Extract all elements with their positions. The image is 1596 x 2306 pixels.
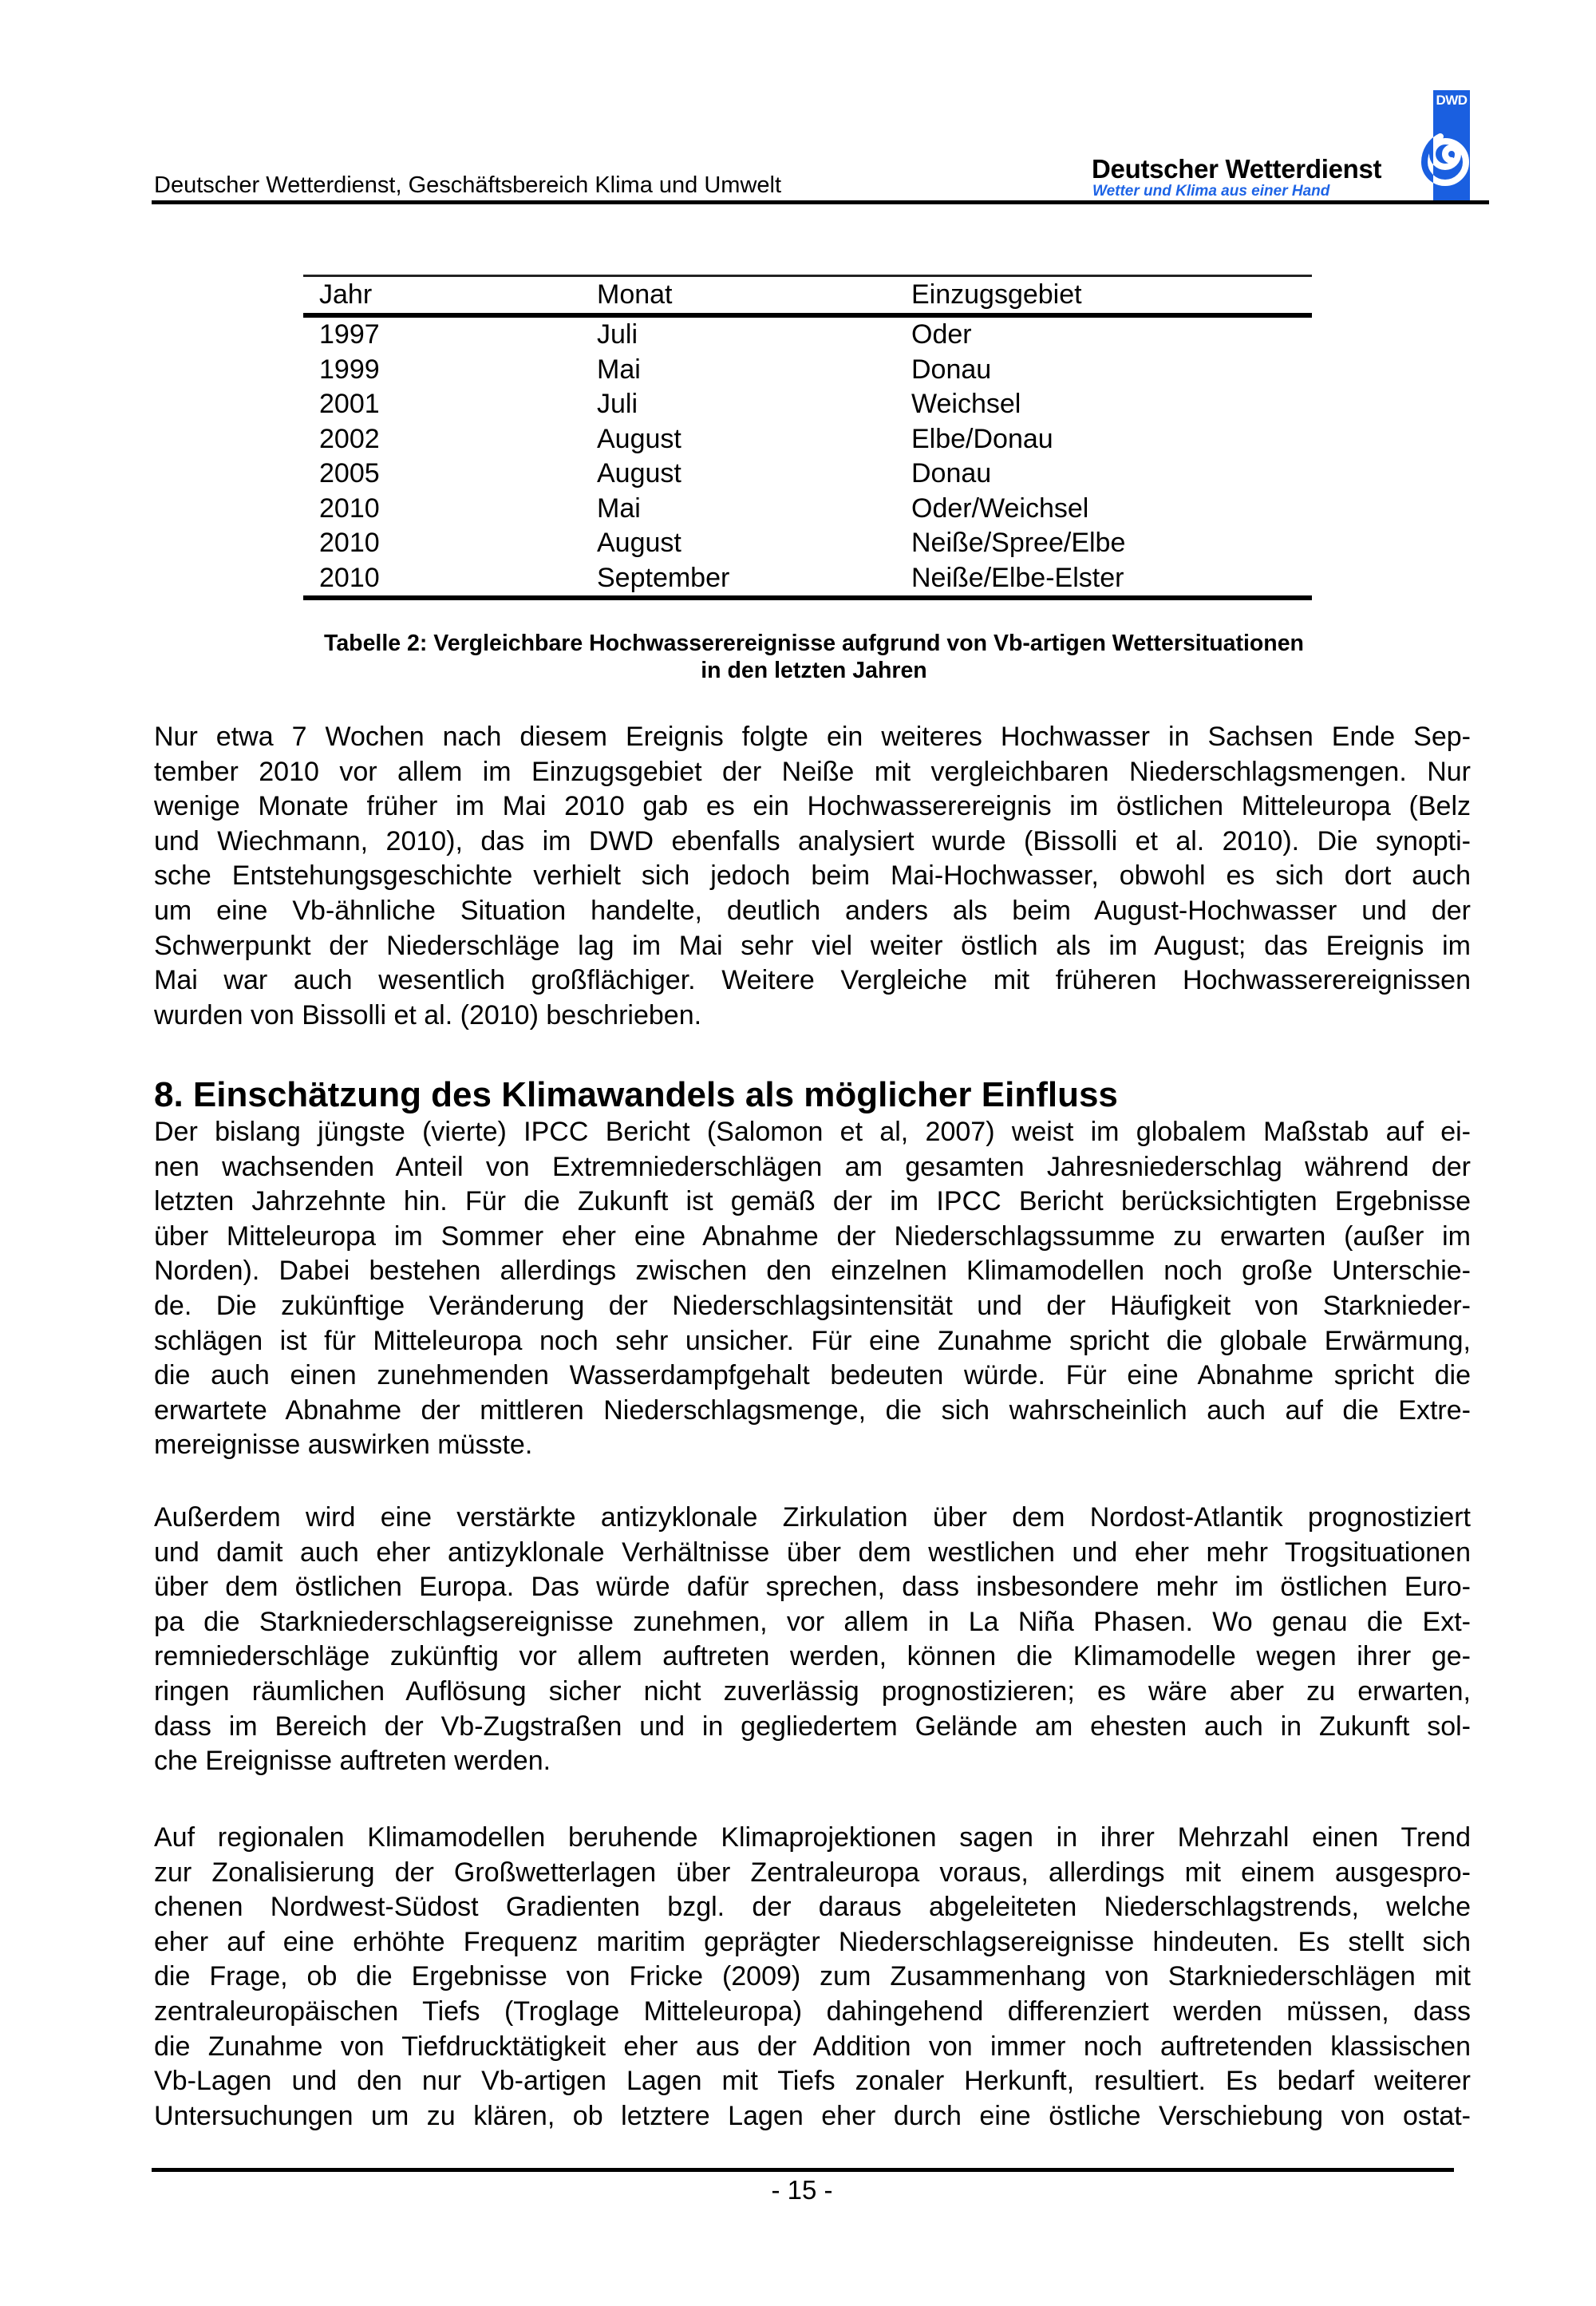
paragraph-ipcc [154, 1115, 1471, 1463]
cell-year: 1997 [319, 319, 380, 350]
running-header: Deutscher Wetterdienst, Geschäftsbereich Klima und Umwelt [154, 172, 782, 198]
cell-month: Mai [597, 354, 641, 385]
paragraph-line: um eine Vb-ähnliche Situation handelte, deutlich anders als beim August-Hochwasser und der [154, 895, 1471, 926]
table-row [303, 561, 1312, 596]
table-row [303, 353, 1312, 388]
cell-year: 2005 [319, 458, 380, 488]
cell-year: 2002 [319, 423, 380, 454]
paragraph-line: ringen räumlichen Auflösung sicher nicht zuverlässig prognostizieren; es wäre aber zu erwarten, [154, 1675, 1471, 1707]
table-bottom-rule [303, 595, 1312, 600]
cell-catchment: Weichsel [911, 389, 1021, 419]
table-caption-line: in den letzten Jahren [701, 658, 927, 683]
paragraph-line: tember 2010 vor allem im Einzugsgebiet der Neiße mit vergleichbaren Niederschlagsmengen. Nur [154, 756, 1471, 787]
cell-month: August [597, 458, 681, 488]
paragraph-line: sche Entstehungsgeschichte verhielt sich jedoch beim Mai-Hochwasser, obwohl es sich dort auch [154, 860, 1471, 892]
column-header-month: Monat [597, 279, 673, 310]
cell-month: August [597, 423, 681, 454]
table-row [303, 526, 1312, 561]
header-rule [152, 200, 1489, 204]
table-caption [160, 630, 1468, 684]
table-caption-line: Tabelle 2: Vergleichbare Hochwasserereignisse aufgrund von Vb-artigen Wettersituationen [324, 631, 1304, 656]
paragraph-line: wurden von Bissolli et al. (2010) beschrieben. [154, 999, 702, 1030]
table-row [303, 387, 1312, 422]
paragraph-line: chenen Nordwest-Südost Gradienten bzgl. der daraus abgeleiteten Niederschlagstrends, welche [154, 1892, 1471, 1923]
paragraph-line: wenige Monate früher im Mai 2010 gab es ein Hochwasserereignis im östlichen Mitteleuropa (Belz [154, 791, 1471, 822]
section-heading: 8. Einschätzung des Klimawandels als möglicher Einfluss [154, 1075, 1118, 1114]
cell-month: Juli [597, 389, 638, 419]
paragraph-line: nen wachsenden Anteil von Extremniederschlägen am gesamten Jahresniederschlag während der [154, 1151, 1471, 1182]
paragraph-line: mereignisse auswirken müsste. [154, 1430, 533, 1461]
paragraph-line: eher auf eine erhöhte Frequenz maritim geprägter Niederschlagsereignisse hindeuten. Es stellt sich [154, 1926, 1471, 1957]
table-row [303, 492, 1312, 527]
paragraph-line: Außerdem wird eine verstärkte antizyklonale Zirkulation über dem Nordost-Atlantik prognostiziert [154, 1502, 1471, 1533]
brand-name: Deutscher Wetterdienst [1092, 154, 1382, 184]
column-header-catchment: Einzugsgebiet [911, 279, 1082, 310]
paragraph-line: dass im Bereich der Vb-Zugstraßen und in gegliedertem Gelände am ehesten auch in Zukunft sol- [154, 1711, 1471, 1742]
paragraph-line: de. Die zukünftige Veränderung der Niederschlagsintensität und der Häufigkeit von Starknieder- [154, 1290, 1471, 1321]
paragraph-line: schlägen ist für Mitteleuropa noch sehr unsicher. Für eine Zunahme spricht die globale Erwärmung, [154, 1325, 1471, 1356]
paragraph-circulation [154, 1501, 1471, 1779]
paragraph-line: pa die Starkniederschlagsereignisse zunehmen, vor allem in La Niña Phasen. Wo genau die Ext- [154, 1606, 1471, 1637]
cell-month: September [597, 562, 730, 593]
paragraph-line: zentraleuropäischen Tiefs (Troglage Mitteleuropa) dahingehend differenziert werden müssen, dass [154, 1996, 1471, 2027]
cell-catchment: Neiße/Elbe-Elster [911, 562, 1124, 593]
cell-year: 2010 [319, 528, 380, 558]
paragraph-regional-models [154, 1821, 1471, 2134]
paragraph-line: che Ereignisse auftreten werden. [154, 1746, 551, 1777]
cell-year: 2010 [319, 492, 380, 524]
cell-year: 2010 [319, 562, 380, 593]
cell-month: Mai [597, 492, 641, 524]
paragraph-flood-comparison [154, 720, 1471, 1033]
paragraph-line: und Wiechmann, 2010), das im DWD ebenfalls analysiert wurde (Bissolli et al. 2010). Die synopti- [154, 825, 1471, 856]
dwd-logo [1406, 90, 1494, 202]
paragraph-line: Mai war auch wesentlich großflächiger. Weitere Vergleiche mit früheren Hochwasserereignissen [154, 965, 1471, 996]
page-number: - 15 - [771, 2175, 833, 2205]
paragraph-line: zur Zonalisierung der Großwetterlagen über Zentraleuropa voraus, allerdings mit einem ausgespro- [154, 1857, 1471, 1888]
paragraph-line: Nur etwa 7 Wochen nach diesem Ereignis folgte ein weiteres Hochwasser in Sachsen Ende Sep- [154, 722, 1471, 752]
paragraph-line: Vb-Lagen und den nur Vb-artigen Lagen mit Tiefs zonaler Herkunft, resultiert. Es bedarf weiterer [154, 2066, 1471, 2097]
paragraph-line: Norden). Dabei bestehen allerdings zwischen den einzelnen Klimamodellen noch große Unterschie- [154, 1256, 1471, 1287]
brand-slogan: Wetter und Klima aus einer Hand [1092, 183, 1330, 200]
paragraph-line: Der bislang jüngste (vierte) IPCC Bericht (Salomon et al, 2007) weist im globalem Maßstab auf ei- [154, 1117, 1471, 1147]
paragraph-line: die Frage, ob die Ergebnisse von Fricke (2009) zum Zusammenhang von Starkniederschlägen mit [154, 1961, 1471, 1992]
table-body [303, 318, 1312, 595]
logo-text: DWD [1436, 93, 1468, 108]
cell-year: 2001 [319, 389, 380, 419]
paragraph-line: die auch einen zunehmenden Wasserdampfgehalt bedeuten würde. Für eine Abnahme spricht die [154, 1360, 1471, 1391]
cell-catchment: Neiße/Spree/Elbe [911, 528, 1126, 558]
table-row [303, 422, 1312, 457]
table-row [303, 318, 1312, 353]
cell-catchment: Oder [911, 319, 972, 350]
paragraph-line: remniederschläge zukünftig vor allem auftreten werden, können die Klimamodelle wegen ihrer ge- [154, 1641, 1471, 1672]
cell-catchment: Donau [911, 458, 992, 488]
table-header-row [303, 277, 1312, 313]
cell-year: 1999 [319, 354, 380, 385]
paragraph-line: Schwerpunkt der Niederschläge lag im Mai sehr viel weiter östlich als im August; das Ereignis im [154, 930, 1471, 961]
paragraph-line: die Zunahme von Tiefdrucktätigkeit eher aus der Addition von immer noch auftretenden klassischen [154, 2031, 1471, 2062]
paragraph-line: erwartete Abnahme der mittleren Niederschlagsmenge, die sich wahrscheinlich auch auf die Extre- [154, 1394, 1471, 1426]
table-row [303, 457, 1312, 492]
paragraph-line: letzten Jahrzehnte hin. Für die Zukunft ist gemäß der im IPCC Bericht berücksichtigten Ergebnisse [154, 1186, 1471, 1217]
cell-month: Juli [597, 319, 638, 350]
cell-catchment: Donau [911, 354, 992, 385]
flood-events-table [303, 275, 1312, 600]
cell-catchment: Elbe/Donau [911, 423, 1053, 454]
paragraph-line: Untersuchungen um zu klären, ob letztere Lagen eher durch eine östliche Verschiebung von ostat- [154, 2100, 1471, 2131]
paragraph-line: Auf regionalen Klimamodellen beruhende Klimaprojektionen sagen in ihrer Mehrzahl einen Trend [154, 1822, 1471, 1853]
cell-month: August [597, 528, 681, 558]
paragraph-line: und damit auch eher antizyklonale Verhältnisse über dem westlichen und eher mehr Trogsituationen [154, 1537, 1471, 1568]
footer-rule [152, 2168, 1454, 2172]
paragraph-line: über Mitteleuropa im Sommer eher eine Abnahme der Niederschlagssumme zu erwarten (außer im [154, 1220, 1471, 1252]
column-header-year: Jahr [319, 279, 373, 310]
cell-catchment: Oder/Weichsel [911, 492, 1089, 524]
paragraph-line: über dem östlichen Europa. Das würde dafür sprechen, dass insbesondere mehr im östlichen Euro- [154, 1572, 1471, 1603]
